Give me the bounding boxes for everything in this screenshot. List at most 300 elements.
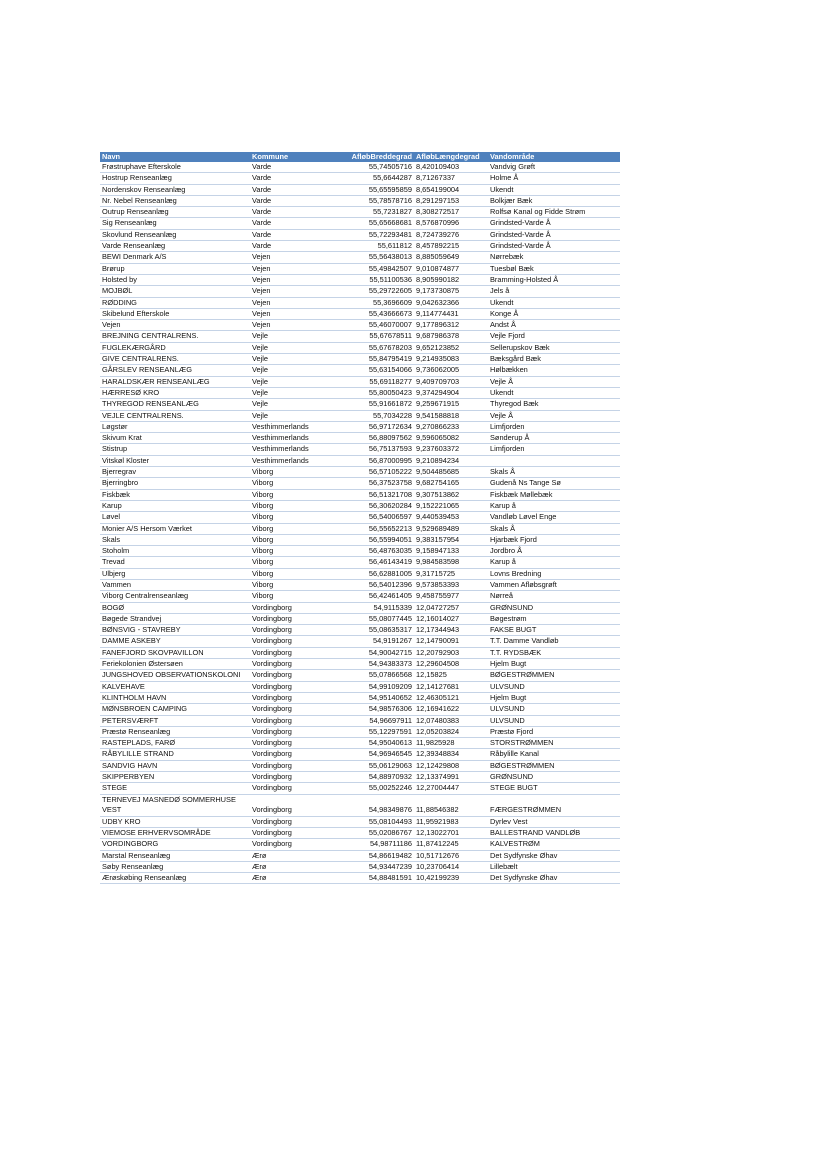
cell-latitude: 54,88481591 (328, 873, 414, 884)
cell-kommune: Vesthimmerlands (250, 455, 328, 466)
table-row (100, 512, 620, 523)
cell-longitude: 9,152221065 (414, 500, 488, 511)
table-row (100, 162, 620, 173)
cell-kommune: Vejle (250, 342, 328, 353)
cell-longitude: 9,736062005 (414, 365, 488, 376)
cell-navn: KALVEHAVE (100, 681, 250, 692)
cell-latitude: 55,67678511 (328, 331, 414, 342)
cell-vandomraade: Tuesbøl Bæk (488, 263, 620, 274)
cell-vandomraade: ULVSUND (488, 715, 620, 726)
table-row (100, 500, 620, 511)
cell-latitude: 56,54012396 (328, 579, 414, 590)
table-row (100, 342, 620, 353)
cell-vandomraade: Sellerupskov Bæk (488, 342, 620, 353)
cell-kommune: Vejle (250, 376, 328, 387)
cell-vandomraade: Konge Å (488, 308, 620, 319)
cell-latitude: 55,29722605 (328, 286, 414, 297)
cell-kommune: Vejen (250, 320, 328, 331)
cell-longitude: 9,652123852 (414, 342, 488, 353)
table-row (100, 297, 620, 308)
table-row (100, 546, 620, 557)
cell-navn: FANEFJORD SKOVPAVILLON (100, 647, 250, 658)
table-row (100, 467, 620, 478)
cell-navn: Sig Renseanlæg (100, 218, 250, 229)
cell-vandomraade: BØGESTRØMMEN (488, 670, 620, 681)
cell-vandomraade: Skals Å (488, 467, 620, 478)
cell-kommune: Vordingborg (250, 625, 328, 636)
cell-kommune: Viborg (250, 557, 328, 568)
cell-longitude: 9,270866233 (414, 421, 488, 432)
cell-navn: STEGE (100, 783, 250, 794)
cell-latitude: 56,51321708 (328, 489, 414, 500)
cell-longitude: 12,13022701 (414, 827, 488, 838)
cell-kommune: Vejle (250, 354, 328, 365)
cell-vandomraade: BØGESTRØMMEN (488, 760, 620, 771)
cell-longitude: 8,724739276 (414, 229, 488, 240)
cell-longitude: 9,440539453 (414, 512, 488, 523)
cell-longitude: 9,237603372 (414, 444, 488, 455)
cell-kommune: Viborg (250, 512, 328, 523)
cell-longitude: 9,529689489 (414, 523, 488, 534)
table-row (100, 489, 620, 500)
cell-longitude: 12,29604508 (414, 659, 488, 670)
cell-longitude: 12,15825 (414, 670, 488, 681)
cell-longitude: 12,05203824 (414, 726, 488, 737)
cell-navn: Ulbjerg (100, 568, 250, 579)
cell-latitude: 54,9115339 (328, 602, 414, 613)
cell-navn: Vejen (100, 320, 250, 331)
cell-longitude: 9,541588818 (414, 410, 488, 421)
cell-longitude: 12,04727257 (414, 602, 488, 613)
cell-vandomraade: Sønderup Å (488, 433, 620, 444)
cell-kommune: Viborg (250, 568, 328, 579)
cell-navn: Karup (100, 500, 250, 511)
cell-kommune: Vesthimmerlands (250, 444, 328, 455)
cell-kommune: Vordingborg (250, 749, 328, 760)
column-header-latitude: AfløbBreddegrad (328, 152, 414, 162)
cell-longitude: 8,654199004 (414, 184, 488, 195)
cell-navn: Skovlund Renseanlæg (100, 229, 250, 240)
cell-navn: Bjerregrav (100, 467, 250, 478)
cell-navn: Stistrup (100, 444, 250, 455)
cell-vandomraade: Karup å (488, 557, 620, 568)
table-row (100, 816, 620, 827)
table-row (100, 263, 620, 274)
cell-latitude: 55,56438013 (328, 252, 414, 263)
cell-latitude: 54,98711186 (328, 839, 414, 850)
cell-kommune: Vordingborg (250, 681, 328, 692)
cell-vandomraade: STORSTRØMMEN (488, 738, 620, 749)
cell-latitude: 55,67678203 (328, 342, 414, 353)
cell-navn: Nordenskov Renseanlæg (100, 184, 250, 195)
cell-navn: Vitskøl Kloster (100, 455, 250, 466)
cell-vandomraade: KALVESTRØM (488, 839, 620, 850)
cell-latitude: 55,91661872 (328, 399, 414, 410)
cell-vandomraade: Hølbækken (488, 365, 620, 376)
cell-kommune: Vordingborg (250, 692, 328, 703)
table-row (100, 749, 620, 760)
cell-kommune: Vejen (250, 308, 328, 319)
cell-kommune: Viborg (250, 467, 328, 478)
cell-kommune: Viborg (250, 500, 328, 511)
cell-vandomraade: Vejle Fjord (488, 331, 620, 342)
column-header-navn: Navn (100, 152, 250, 162)
cell-navn: Brørup (100, 263, 250, 274)
cell-vandomraade: Bolkjær Bæk (488, 195, 620, 206)
cell-latitude: 55,08077445 (328, 613, 414, 624)
cell-longitude: 9,214935083 (414, 354, 488, 365)
cell-navn: Viborg Centralrenseanlæg (100, 591, 250, 602)
cell-navn: GIVE CENTRALRENS. (100, 354, 250, 365)
cell-kommune: Viborg (250, 478, 328, 489)
cell-navn: Bjerringbro (100, 478, 250, 489)
cell-navn: Løgstør (100, 421, 250, 432)
cell-longitude: 9,114774431 (414, 308, 488, 319)
cell-latitude: 54,99109209 (328, 681, 414, 692)
cell-vandomraade: Hjelm Bugt (488, 659, 620, 670)
cell-navn: SANDVIG HAVN (100, 760, 250, 771)
cell-latitude: 55,08104493 (328, 816, 414, 827)
cell-vandomraade: Lillebælt (488, 861, 620, 872)
cell-kommune: Vordingborg (250, 602, 328, 613)
table-row (100, 839, 620, 850)
cell-navn: Stoholm (100, 546, 250, 557)
cell-latitude: 56,30620284 (328, 500, 414, 511)
cell-kommune: Varde (250, 173, 328, 184)
cell-longitude: 8,308272517 (414, 207, 488, 218)
table-row (100, 410, 620, 421)
cell-latitude: 55,84795419 (328, 354, 414, 365)
cell-latitude: 55,65595859 (328, 184, 414, 195)
cell-vandomraade: Ukendt (488, 387, 620, 398)
cell-kommune: Vordingborg (250, 670, 328, 681)
table-row (100, 861, 620, 872)
cell-kommune: Vejle (250, 410, 328, 421)
cell-kommune: Varde (250, 195, 328, 206)
cell-vandomraade: Nørrebæk (488, 252, 620, 263)
cell-navn: Trevad (100, 557, 250, 568)
cell-latitude: 55,74505716 (328, 162, 414, 173)
cell-kommune: Varde (250, 218, 328, 229)
table-row (100, 184, 620, 195)
cell-navn: Feriekolonien Østersøen (100, 659, 250, 670)
table-row (100, 681, 620, 692)
table-row (100, 602, 620, 613)
cell-kommune: Vejle (250, 399, 328, 410)
cell-kommune: Ærø (250, 850, 328, 861)
cell-vandomraade: BALLESTRAND VANDLØB (488, 827, 620, 838)
cell-longitude: 9,458755977 (414, 591, 488, 602)
cell-navn: RÅBYLILLE STRAND (100, 749, 250, 760)
cell-kommune: Viborg (250, 579, 328, 590)
cell-longitude: 8,576870996 (414, 218, 488, 229)
cell-latitude: 56,88097562 (328, 433, 414, 444)
cell-vandomraade: Karup å (488, 500, 620, 511)
cell-vandomraade: Hjarbæk Fjord (488, 534, 620, 545)
cell-vandomraade: Gudenå Ns Tange Sø (488, 478, 620, 489)
cell-latitude: 55,611812 (328, 241, 414, 252)
cell-latitude: 56,48763035 (328, 546, 414, 557)
cell-vandomraade: Lovns Bredning (488, 568, 620, 579)
cell-vandomraade: FAKSE BUGT (488, 625, 620, 636)
cell-vandomraade: Bæksgård Bæk (488, 354, 620, 365)
cell-vandomraade: Grindsted-Varde Å (488, 229, 620, 240)
cell-kommune: Ærø (250, 861, 328, 872)
cell-longitude: 12,16014027 (414, 613, 488, 624)
table-row (100, 387, 620, 398)
cell-vandomraade: Vejle Å (488, 410, 620, 421)
cell-vandomraade: Det Sydfynske Øhav (488, 850, 620, 861)
table-row (100, 252, 620, 263)
cell-navn: VIEMOSE ERHVERVSOMRÅDE (100, 827, 250, 838)
cell-navn: THYREGOD RENSEANLÆG (100, 399, 250, 410)
cell-longitude: 9,010874877 (414, 263, 488, 274)
cell-latitude: 56,54006597 (328, 512, 414, 523)
cell-longitude: 12,46305121 (414, 692, 488, 703)
cell-navn: Skals (100, 534, 250, 545)
cell-vandomraade: Grindsted-Varde Å (488, 218, 620, 229)
cell-longitude: 11,9825928 (414, 738, 488, 749)
cell-latitude: 55,07866568 (328, 670, 414, 681)
table-row (100, 726, 620, 737)
table-row (100, 692, 620, 703)
cell-longitude: 9,158947133 (414, 546, 488, 557)
cell-navn: MØNSBROEN CAMPING (100, 704, 250, 715)
table-row (100, 659, 620, 670)
cell-longitude: 9,682754165 (414, 478, 488, 489)
cell-navn: Nr. Nebel Renseanlæg (100, 195, 250, 206)
cell-longitude: 9,504485685 (414, 467, 488, 478)
table-row (100, 738, 620, 749)
cell-latitude: 56,62881005 (328, 568, 414, 579)
cell-longitude: 8,457892215 (414, 241, 488, 252)
cell-longitude: 11,88546382 (414, 794, 488, 816)
cell-navn: DAMME ASKEBY (100, 636, 250, 647)
table-row (100, 704, 620, 715)
table-row (100, 399, 620, 410)
cell-kommune: Viborg (250, 546, 328, 557)
cell-navn: SKIPPERBYEN (100, 772, 250, 783)
cell-vandomraade: Limfjorden (488, 444, 620, 455)
table-row (100, 274, 620, 285)
cell-vandomraade: STEGE BUGT (488, 783, 620, 794)
table-row (100, 772, 620, 783)
cell-latitude: 54,94383373 (328, 659, 414, 670)
cell-vandomraade: GRØNSUND (488, 772, 620, 783)
cell-kommune: Vesthimmerlands (250, 421, 328, 432)
cell-latitude: 56,87000995 (328, 455, 414, 466)
cell-kommune: Vejen (250, 286, 328, 297)
table-row (100, 195, 620, 206)
cell-kommune: Viborg (250, 591, 328, 602)
cell-latitude: 56,75137593 (328, 444, 414, 455)
cell-vandomraade: Jordbro Å (488, 546, 620, 557)
table-row (100, 568, 620, 579)
cell-kommune: Vesthimmerlands (250, 433, 328, 444)
cell-navn: Hostrup Renseanlæg (100, 173, 250, 184)
cell-kommune: Vejen (250, 297, 328, 308)
cell-latitude: 55,72293481 (328, 229, 414, 240)
cell-vandomraade: Jels å (488, 286, 620, 297)
cell-vandomraade (488, 455, 620, 466)
cell-latitude: 56,97172634 (328, 421, 414, 432)
cell-kommune: Varde (250, 207, 328, 218)
table-row (100, 523, 620, 534)
table-row (100, 365, 620, 376)
cell-latitude: 56,46143419 (328, 557, 414, 568)
cell-latitude: 56,55652213 (328, 523, 414, 534)
cell-kommune: Varde (250, 184, 328, 195)
cell-latitude: 54,93447239 (328, 861, 414, 872)
cell-latitude: 55,12297591 (328, 726, 414, 737)
cell-latitude: 54,88970932 (328, 772, 414, 783)
table-row (100, 873, 620, 884)
cell-navn: Bøgede Strandvej (100, 613, 250, 624)
table-row (100, 636, 620, 647)
table-row (100, 534, 620, 545)
cell-latitude: 55,69118277 (328, 376, 414, 387)
cell-kommune: Vordingborg (250, 726, 328, 737)
cell-vandomraade: Andst Å (488, 320, 620, 331)
cell-vandomraade: FÆRGESTRØMMEN (488, 794, 620, 816)
cell-longitude: 9,042632366 (414, 297, 488, 308)
cell-longitude: 9,573853393 (414, 579, 488, 590)
cell-longitude: 12,27004447 (414, 783, 488, 794)
cell-navn: UDBY KRO (100, 816, 250, 827)
cell-navn: Løvel (100, 512, 250, 523)
cell-navn: HARALDSKÆR RENSEANLÆG (100, 376, 250, 387)
cell-navn: Outrup Renseanlæg (100, 207, 250, 218)
cell-longitude: 12,39348834 (414, 749, 488, 760)
cell-latitude: 55,49842507 (328, 263, 414, 274)
cell-kommune: Viborg (250, 523, 328, 534)
table-row (100, 715, 620, 726)
table-row (100, 218, 620, 229)
cell-vandomraade: Dyrlev Vest (488, 816, 620, 827)
cell-vandomraade: Thyregod Bæk (488, 399, 620, 410)
cell-latitude: 55,63154066 (328, 365, 414, 376)
cell-vandomraade: T.T. RYDSBÆK (488, 647, 620, 658)
cell-kommune: Vejle (250, 331, 328, 342)
cell-vandomraade: Limfjorden (488, 421, 620, 432)
cell-latitude: 56,57105222 (328, 467, 414, 478)
cell-longitude: 8,905990182 (414, 274, 488, 285)
cell-longitude: 9,210894234 (414, 455, 488, 466)
cell-vandomraade: GRØNSUND (488, 602, 620, 613)
cell-navn: Ærøskøbing Renseanlæg (100, 873, 250, 884)
cell-latitude: 54,96946545 (328, 749, 414, 760)
cell-kommune: Vordingborg (250, 613, 328, 624)
cell-latitude: 54,9191267 (328, 636, 414, 647)
cell-longitude: 12,13374991 (414, 772, 488, 783)
cell-kommune: Vordingborg (250, 636, 328, 647)
cell-longitude: 12,17344943 (414, 625, 488, 636)
cell-latitude: 54,98349876 (328, 794, 414, 816)
cell-vandomraade: Bøgestrøm (488, 613, 620, 624)
cell-vandomraade: T.T. Damme Vandløb (488, 636, 620, 647)
cell-navn: BEWI Denmark A/S (100, 252, 250, 263)
cell-navn: BREJNING CENTRALRENS. (100, 331, 250, 342)
cell-vandomraade: Bramming-Holsted Å (488, 274, 620, 285)
table-row (100, 647, 620, 658)
cell-longitude: 8,291297153 (414, 195, 488, 206)
cell-latitude: 54,95040613 (328, 738, 414, 749)
cell-latitude: 54,98576306 (328, 704, 414, 715)
cell-kommune: Vordingborg (250, 704, 328, 715)
cell-latitude: 55,08635317 (328, 625, 414, 636)
cell-kommune: Vejle (250, 387, 328, 398)
data-table (100, 152, 620, 884)
cell-kommune: Varde (250, 162, 328, 173)
column-header-vandomraade: Vandområde (488, 152, 620, 162)
cell-navn: Skivum Krat (100, 433, 250, 444)
cell-latitude: 55,46070007 (328, 320, 414, 331)
cell-latitude: 55,51100536 (328, 274, 414, 285)
table-row (100, 354, 620, 365)
cell-latitude: 55,00252246 (328, 783, 414, 794)
table-row (100, 850, 620, 861)
cell-longitude: 12,16941622 (414, 704, 488, 715)
cell-vandomraade: Ukendt (488, 297, 620, 308)
cell-navn: Marstal Renseanlæg (100, 850, 250, 861)
cell-vandomraade: ULVSUND (488, 681, 620, 692)
cell-navn: FUGLEKÆRGÅRD (100, 342, 250, 353)
cell-longitude: 12,14790091 (414, 636, 488, 647)
cell-kommune: Vordingborg (250, 827, 328, 838)
cell-longitude: 11,87412245 (414, 839, 488, 850)
table-row (100, 794, 620, 816)
table-row (100, 557, 620, 568)
cell-latitude: 55,65668681 (328, 218, 414, 229)
cell-navn: Præstø Renseanlæg (100, 726, 250, 737)
table-row (100, 331, 620, 342)
cell-latitude: 55,7034228 (328, 410, 414, 421)
cell-longitude: 10,23706414 (414, 861, 488, 872)
cell-latitude: 55,6644287 (328, 173, 414, 184)
cell-vandomraade: Holme Å (488, 173, 620, 184)
cell-longitude: 9,307513862 (414, 489, 488, 500)
cell-vandomraade: Vejle Å (488, 376, 620, 387)
cell-navn: Varde Renseanlæg (100, 241, 250, 252)
cell-longitude: 9,984583598 (414, 557, 488, 568)
cell-longitude: 9,374294904 (414, 387, 488, 398)
column-header-longitude: AfløbLængdegrad (414, 152, 488, 162)
cell-vandomraade: Nørreå (488, 591, 620, 602)
cell-navn: BØNSVIG - STAVREBY (100, 625, 250, 636)
cell-kommune: Viborg (250, 489, 328, 500)
cell-latitude: 54,95140652 (328, 692, 414, 703)
cell-latitude: 54,96697911 (328, 715, 414, 726)
cell-vandomraade: Vandløb Løvel Enge (488, 512, 620, 523)
cell-navn: BOGØ (100, 602, 250, 613)
cell-kommune: Vejen (250, 274, 328, 285)
cell-kommune: Vordingborg (250, 816, 328, 827)
cell-kommune: Viborg (250, 534, 328, 545)
cell-vandomraade: Hjelm Bugt (488, 692, 620, 703)
table-row (100, 320, 620, 331)
cell-latitude: 54,90042715 (328, 647, 414, 658)
cell-longitude: 10,42199239 (414, 873, 488, 884)
cell-vandomraade: Det Sydfynske Øhav (488, 873, 620, 884)
cell-kommune: Vordingborg (250, 839, 328, 850)
cell-navn: JUNGSHOVED OBSERVATIONSKOLONI (100, 670, 250, 681)
cell-navn: TERNEVEJ MASNEDØ SOMMERHUSE VEST (100, 794, 250, 816)
cell-longitude: 9,409709703 (414, 376, 488, 387)
cell-navn: Vammen (100, 579, 250, 590)
table-row (100, 207, 620, 218)
table-row (100, 625, 620, 636)
table-row (100, 308, 620, 319)
